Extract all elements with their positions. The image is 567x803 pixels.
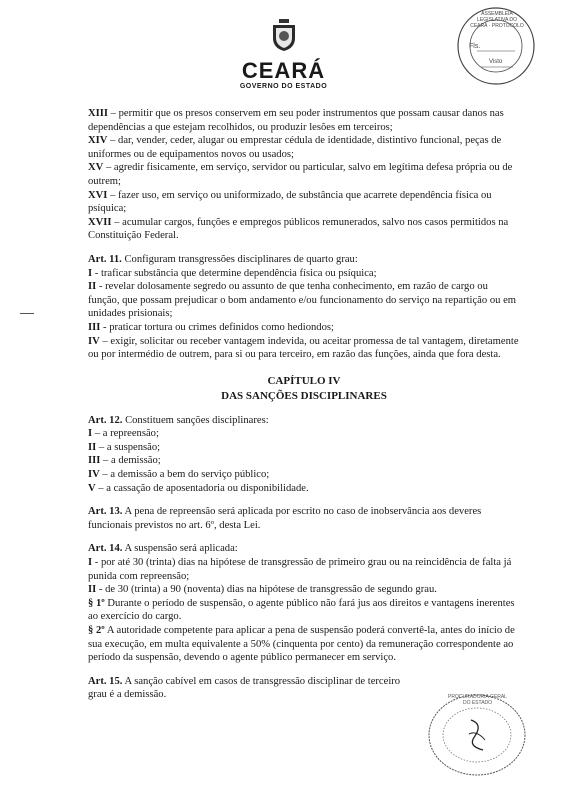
list-item: I - por até 30 (trinta) dias na hipótese de transgressão de primeiro grau ou na reincidência de falta já punida com repreensão; (88, 557, 512, 582)
list-item: I – a repreensão; (88, 428, 159, 440)
list-item: I - traficar substância que determine dependência física ou psíquica; (88, 267, 377, 279)
article-heading: Art. 15. A sanção cabível em casos de transgressão disciplinar de terceiro grau é a demissão. (88, 675, 401, 701)
article-15 (88, 675, 418, 702)
article-heading: Art. 11. Configuram transgressões disciplinares de quarto grau: (88, 253, 358, 265)
government-label: GOVERNO DO ESTADO (239, 83, 328, 90)
article-heading: Art. 13. A pena de repreensão será aplicada por escrito no caso de inobservância aos deveres funcionais previstos no art. 6º, desta Lei. (88, 506, 482, 531)
margin-mark (20, 313, 34, 314)
list-item: XVI – fazer uso, em serviço ou uniformizado, de substância que acarrete dependência física ou psíquica; (88, 189, 492, 215)
list-item: III - praticar tortura ou crimes definidos como hediondos; (88, 321, 334, 333)
protocol-stamp (455, 5, 537, 87)
article-14 (88, 542, 520, 664)
article-11 (88, 253, 520, 362)
state-name: CEARÁ (241, 58, 326, 83)
list-item: II – a suspensão; (88, 441, 161, 453)
pge-stamp (425, 690, 530, 780)
pge-stamp-ring-text: PROCURADORIA GERAL DO ESTADO (448, 694, 507, 706)
list-item: XV – agredir fisicamente, em serviço, servidor ou particular, salvo em legítima defesa própria ou de outrem; (88, 162, 513, 187)
state-crest-icon (270, 18, 298, 52)
paragraph-item: § 1º Durante o período de suspensão, o agente público não fará jus aos direitos e vantagens inerentes ao exercício do cargo. (88, 597, 515, 623)
list-item: V – a cassação de aposentadoria ou disponibilidade. (88, 482, 309, 494)
chapter-title: DAS SANÇÕES DISCIPLINARES (221, 389, 387, 402)
stamp-fls-label: Fls. (469, 43, 481, 50)
stamp-visto-label: Visto (489, 59, 503, 65)
inciso-list-continuation (88, 107, 520, 243)
list-item: III – a demissão; (88, 455, 161, 467)
list-item: XIII – permitir que os presos conservem em seu poder instrumentos que possam causar danos nas dependências a que estejam recolhidos, ou produzir lesões em terceiros; (88, 108, 504, 133)
paragraph-item: § 2º A autoridade competente para aplicar a pena de suspensão poderá convertê-la, antes do início de sua execução, em multa equivalente a 50% (cinquenta por cento) da remuneração correspondente ao período da suspensão, devendo o agente público permanecer em serviço. (88, 625, 515, 664)
document-body (88, 107, 520, 712)
list-item: II - de 30 (trinta) a 90 (noventa) dias na hipótese de transgressão de segundo grau. (88, 584, 437, 596)
article-12 (88, 414, 520, 496)
chapter-number: CAPÍTULO IV (267, 374, 341, 387)
list-item: II - revelar dolosamente segredo ou assunto de que tenha conhecimento, em razão de cargo ou função, que possam prejudicar o bom andamento e/ou funcionamento do serviço na repartição ou em unidades prisionais; (88, 281, 517, 320)
article-13 (88, 505, 520, 532)
list-item: XVII – acumular cargos, funções e empregos públicos remunerados, salvo nos casos permitidos na Constituição Federal. (88, 216, 509, 242)
list-item: IV – a demissão a bem do serviço público; (88, 469, 270, 481)
article-heading: Art. 12. Constituem sanções disciplinares: (88, 414, 269, 426)
stamp-ring-text: ASSEMBLEIA LEGISLATIVA DO CEARÁ · PROTOCOLO (470, 11, 524, 29)
article-heading: Art. 14. A suspensão será aplicada: (88, 543, 238, 555)
list-item: XIV – dar, vender, ceder, alugar ou emprestar cédula de identidade, distintivo funcional, peças de uniformes ou de equipamentos novos ou usados; (88, 135, 502, 160)
list-item: IV – exigir, solicitar ou receber vantagem indevida, ou aceitar promessa de tal vantagem, diretamente ou por intermédio de outrem, para si ou para terceiro, em razão das funções, ainda que fora desta. (88, 335, 519, 361)
chapter-heading (88, 374, 520, 404)
